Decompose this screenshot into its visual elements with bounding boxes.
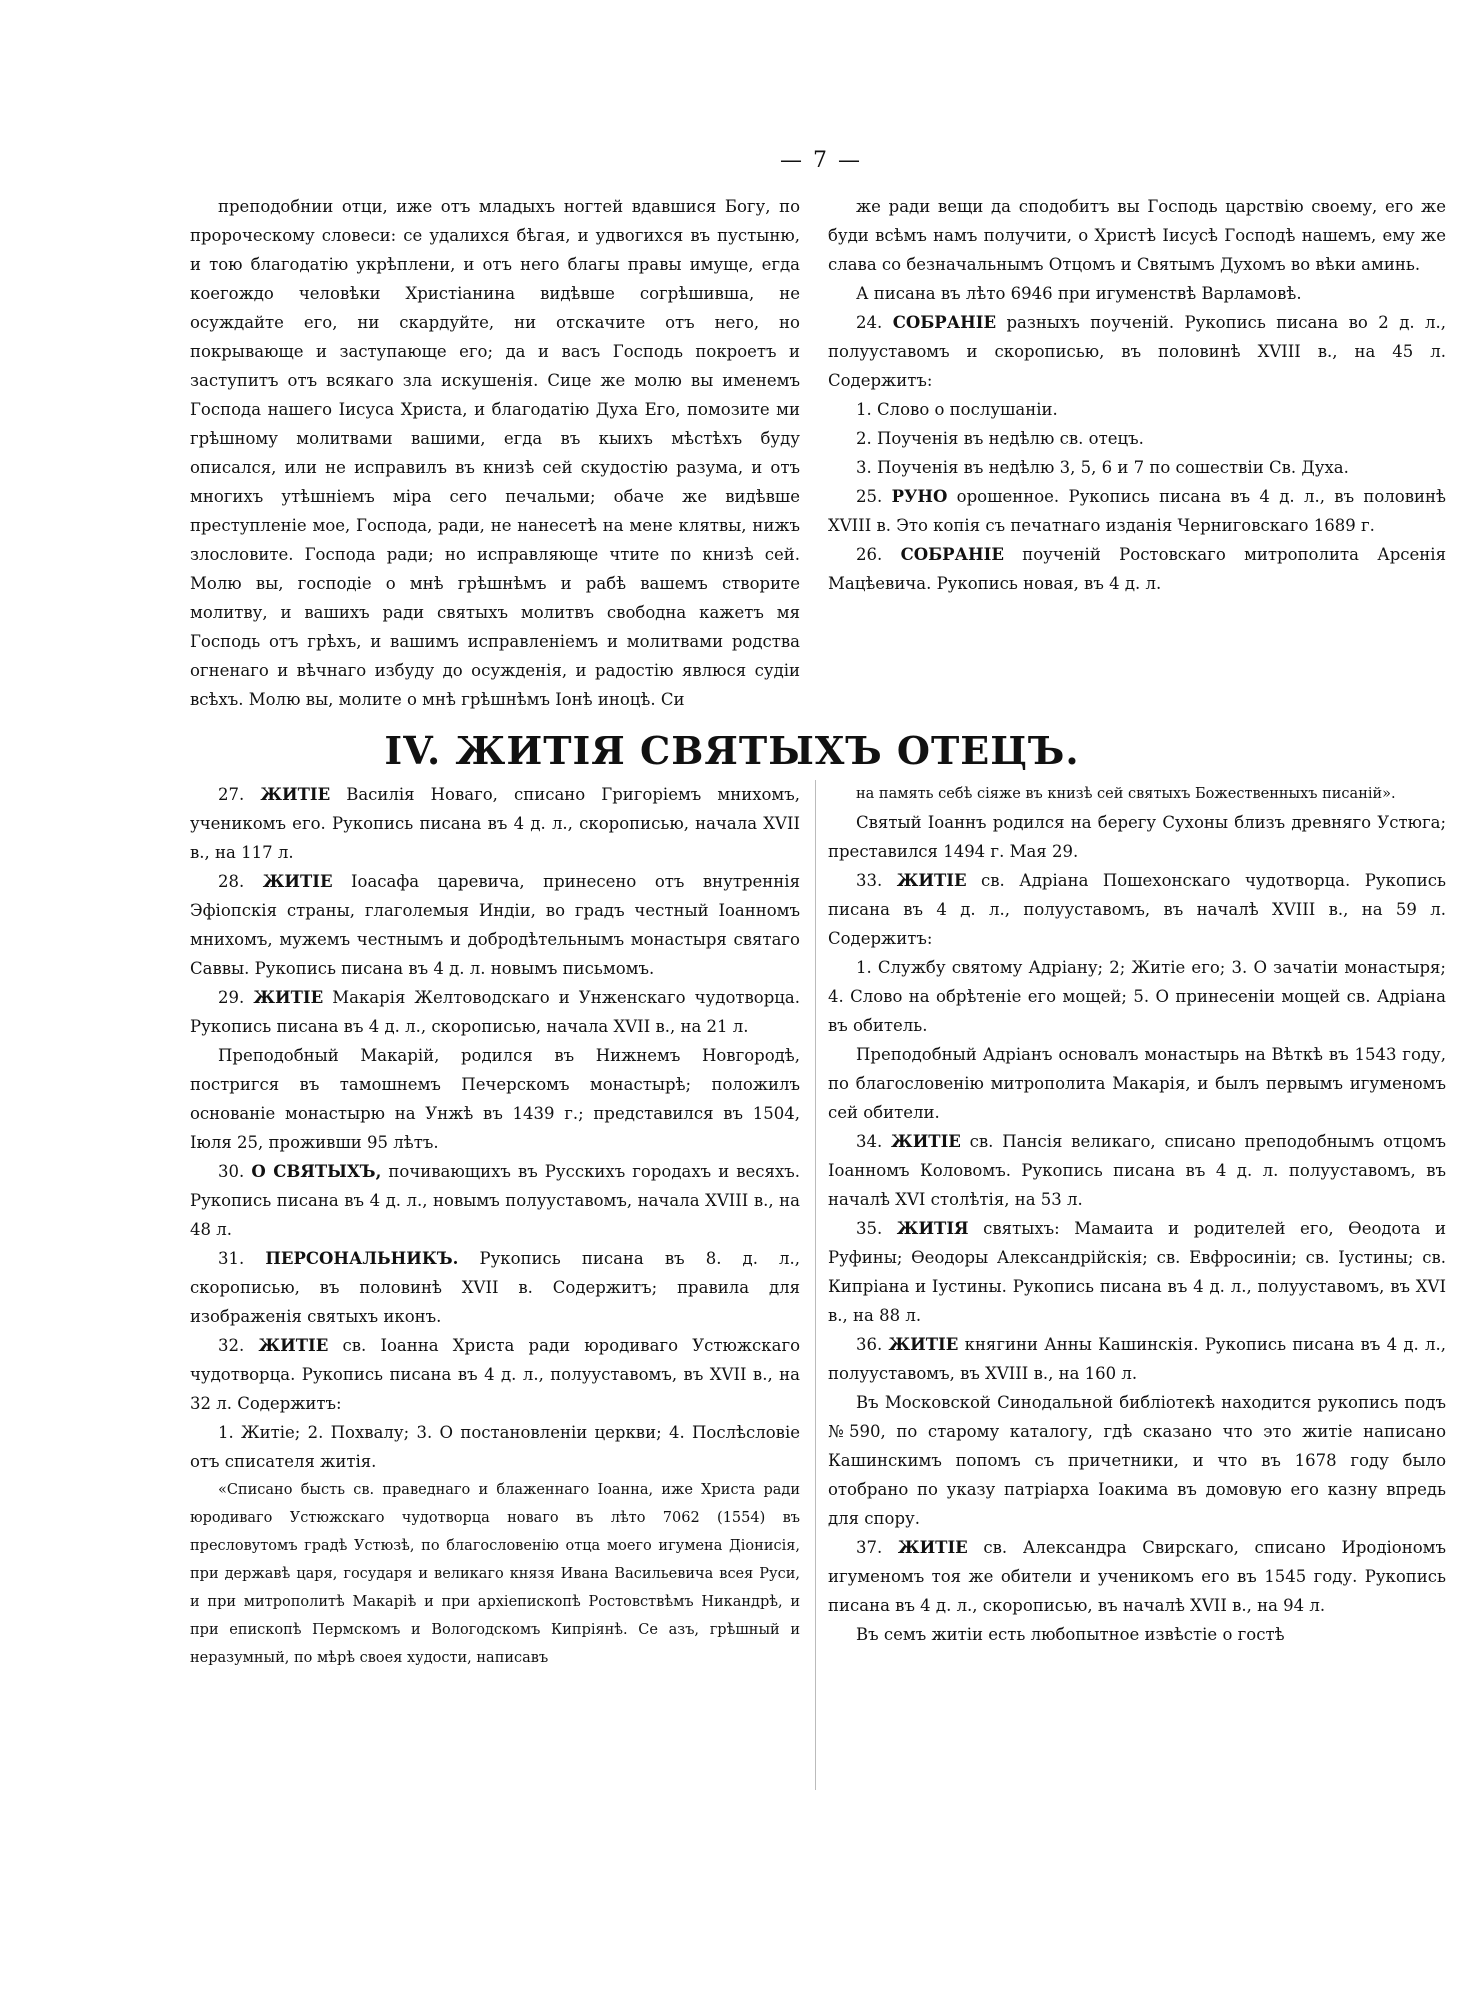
catalog-entry [828,1214,1446,1330]
entry-text: на память себѣ сіяже въ книзѣ сей святыхъ Божественныхъ писаній». [856,786,1396,802]
entry-text: 2. Поученія въ недѣлю св. отецъ. [856,429,1144,448]
entry-number: 34. [856,1132,883,1151]
paragraph [828,395,1446,424]
entry-number: 33. [856,871,883,890]
entry-title: РУНО [891,487,948,506]
entry-text: Василія Новаго, списано Григоріемъ мнихомъ, ученикомъ его. Рукопись писана въ 4 д. л., скорописью, начала XVII в., на 117 л. [190,785,801,862]
entry-text: княгини Анны Кашинскія. Рукопись писана въ 4 д. л., полууставомъ, въ XVIII в., на 160 л. [828,1335,1447,1383]
paragraph [828,453,1446,482]
paragraph [828,953,1446,1040]
entry-title: ЖИТІЕ [253,988,324,1007]
catalog-entry [190,1331,800,1418]
entry-text: А писана въ лѣто 6946 при игуменствѣ Варламовѣ. [856,284,1302,303]
entry-title: ПЕРСОНАЛЬНИКЪ. [265,1249,459,1268]
entry-title: ЖИТІЕ [888,1335,959,1354]
entry-text: св. Александра Свирскаго, списано Иродіономъ игуменомъ тоя же обители и ученикомъ его въ 1545 году. Рукопись писана въ 4 д. л., скорописью, въ началѣ XVII в., на 94 л. [828,1538,1446,1615]
section-heading: IV. ЖИТІЯ СВЯТЫХЪ ОТЕЦЪ. [384,728,1080,773]
paragraph [828,1040,1446,1127]
catalog-entry [828,866,1446,953]
paragraph [828,279,1446,308]
paragraph [828,1620,1446,1649]
entry-text: же ради вещи да сподобитъ вы Господь царствію своему, его же буди всѣмъ намъ получити, о Христѣ Іисусѣ Господѣ нашемъ, ему же слава со безначальнымъ Отцомъ и Святымъ Духомъ во вѣки аминь. [828,197,1446,274]
column-top-left [190,192,800,714]
paragraph [828,192,1446,279]
paragraph [190,1041,800,1157]
column-bottom-left [190,780,800,1672]
entry-number: 25. [856,487,883,506]
entry-title: СОБРАНІЕ [900,545,1004,564]
entry-text: преподобнии отци, иже отъ младыхъ ногтей вдавшися Богу, по пророческому словеси: се удалихся бѣгая, и удвогихся въ пустыню, и тою благодатію укрѣплени, и отъ него благы правы имуще, егда коегождо человѣки Христіанина видѣвше согрѣшивша, не осуждайте его, ни скардуйте, ни отскачите отъ него, но покрывающе и заступающе его; да и васъ Господь покроетъ и заступитъ отъ всякаго зла искушенія. Сице же молю вы именемъ Господа нашего Іисуса Христа, и благодатію Духа Его, помозите ми грѣшному молитвами вашими, егда въ кыихъ мѣстѣхъ буду описался, или не исправилъ въ книзѣ сей скудостію разума, и отъ многихъ утѣшніемъ міра сего печальми; обаче же видѣвше преступленіе мое, Господа, ради, не нанесетѣ на мене клятвы, нижъ злословите. Господа ради; но исправляюще чтите по книзѣ сей. Молю вы, господіе о мнѣ грѣшнѣмъ и рабѣ вашемъ створите молитву, и вашихъ ради святыхъ молитвъ свободна кажетъ мя Господь отъ грѣхъ, и вашимъ исправленіемъ и молитвами родства огненаго и вѣчнаго избуду до осужденія, и радостію явлюся судіи всѣхъ. Молю вы, молите о мнѣ грѣшнѣмъ Іонѣ иноцѣ. Си [190,197,800,709]
entry-text: 1. Житіе; 2. Похвалу; 3. О постановленіи церкви; 4. Послѣсловіе отъ списателя житія. [190,1423,800,1471]
entry-text: разныхъ поученій. Рукопись писана во 2 д. л., полууставомъ и скорописью, въ половинѣ XVIII в., на 45 л. Содержитъ: [828,313,1447,390]
entry-number: 28. [218,872,245,891]
entry-number: 35. [856,1219,883,1238]
entry-number: 24. [856,313,883,332]
entry-text: св. Пансія великаго, списано преподобнымъ отцомъ Іоанномъ Коловомъ. Рукопись писана въ 4 д. л. полууставомъ, въ началѣ XVI столѣтія, на 53 л. [828,1132,1446,1209]
entry-number: 37. [856,1538,883,1557]
catalog-entry [190,1157,800,1244]
entry-title: ЖИТІЕ [891,1132,961,1151]
entry-text: Святый Іоаннъ родился на берегу Сухоны близъ древняго Устюга; преставился 1494 г. Мая 29. [828,813,1446,861]
entry-text: «Списано бысть св. праведнаго и блаженнаго Іоанна, иже Христа ради юродиваго Устюжскаго чудотворца новаго въ лѣто 7062 (1554) въ пресловутомъ градѣ Устюзѣ, по благословенію отца моего игумена Діонисія, при державѣ царя, государя и великаго князя Ивана Васильевича всея Руси, и при митрополитѣ Макаріѣ и при архіепископѣ Ростовствѣмъ Никандрѣ, и при епископѣ Пермскомъ и Вологодскомъ Кипріянѣ. Се азъ, грѣшный и неразумный, по мѣрѣ своея худости, написавъ [190,1482,800,1666]
catalog-entry [190,983,800,1041]
entry-number: 32. [218,1336,245,1355]
paragraph [828,1388,1446,1533]
entry-number: 26. [856,545,883,564]
entry-title: ЖИТІЕ [260,785,331,804]
paragraph [828,424,1446,453]
column-bottom-right [828,780,1446,1649]
paragraph [190,192,800,714]
entry-title: ЖИТІЕ [896,871,967,890]
paragraph [190,1418,800,1476]
catalog-entry [828,1330,1446,1388]
entry-title: ЖИТІЯ [896,1219,969,1238]
column-top-right [828,192,1446,598]
entry-text: Преподобный Адріанъ основалъ монастырь на Вѣткѣ въ 1543 году, по благословенію митрополита Макарія, и былъ первымъ игуменомъ сей обители. [828,1045,1446,1122]
catalog-entry [828,1127,1446,1214]
entry-title: ЖИТІЕ [258,1336,329,1355]
catalog-entry [828,1533,1446,1620]
entry-title: ЖИТІЕ [897,1538,968,1557]
entry-title: О СВЯТЫХЪ, [251,1162,382,1181]
entry-number: 29. [218,988,245,1007]
entry-number: 31. [218,1249,245,1268]
catalog-entry [190,867,800,983]
column-divider [815,780,816,1790]
paragraph [828,808,1446,866]
catalog-entry [828,482,1446,540]
entry-text: св. Іоанна Христа ради юродиваго Устюжскаго чудотворца. Рукопись писана въ 4 д. л., полууставомъ, въ XVII в., на 32 л. Содержитъ: [190,1336,801,1413]
entry-text: 1. Службу святому Адріану; 2; Житіе его; 3. О зачатіи монастыря; 4. Слово на обрѣтеніе его мощей; 5. О принесеніи мощей св. Адріана въ обитель. [828,958,1446,1035]
entry-number: 30. [218,1162,245,1181]
entry-text: 1. Слово о послушаніи. [856,400,1058,419]
page-number: — 7 — [780,148,862,173]
entry-text: Макарія Желтоводскаго и Унженскаго чудотворца. Рукопись писана въ 4 д. л., скорописью, начала XVII в., на 21 л. [190,988,800,1036]
entry-title: ЖИТІЕ [262,872,333,891]
catalog-entry [828,308,1446,395]
entry-text: святыхъ: Мамаита и родителей его, Ѳеодота и Руфины; Ѳеодоры Александрійскія; св. Евфросиніи; св. Іустины; св. Кипріана и Іустины. Рукопись писана въ 4 д. л., полууставомъ, въ XVI в., на 88 л. [828,1219,1446,1325]
catalog-entry [190,1244,800,1331]
entry-title: СОБРАНІЕ [892,313,997,332]
entry-text: поученій Ростовскаго митрополита Арсенія Мацѣевича. Рукопись новая, въ 4 д. л. [828,545,1446,593]
paragraph [190,1476,800,1672]
entry-text: 3. Поученія въ недѣлю 3, 5, 6 и 7 по сошествіи Св. Духа. [856,458,1349,477]
paragraph [828,780,1446,808]
entry-number: 36. [856,1335,883,1354]
entry-text: Преподобный Макарій, родился въ Нижнемъ Новгородѣ, постригся въ тамошнемъ Печерскомъ монастырѣ; положилъ основаніе монастырю на Унжѣ въ 1439 г.; представился въ 1504, Іюля 25, проживши 95 лѣтъ. [190,1046,800,1152]
entry-number: 27. [218,785,245,804]
catalog-entry [828,540,1446,598]
entry-text: Въ семъ житіи есть любопытное извѣстіе о гостѣ [856,1625,1285,1644]
entry-text: орошенное. Рукопись писана въ 4 д. л., въ половинѣ XVIII в. Это копія съ печатнаго изданія Черниговскаго 1689 г. [828,487,1446,535]
entry-text: почивающихъ въ Русскихъ городахъ и весяхъ. Рукопись писана въ 4 д. л., новымъ полууставомъ, начала XVIII в., на 48 л. [190,1162,801,1239]
entry-text: Рукопись писана въ 8. д. л., скорописью, въ половинѣ XVII в. Содержитъ; правила для изображенія святыхъ иконъ. [190,1249,800,1326]
catalog-entry [190,780,800,867]
entry-text: Іоасафа царевича, принесено отъ внутреннія Эфіопскія страны, глаголемыя Индіи, во градъ честный Іоанномъ мнихомъ, мужемъ честнымъ и добродѣтельнымъ монастыря святаго Саввы. Рукопись писана въ 4 д. л. новымъ письмомъ. [190,872,800,978]
entry-text: св. Адріана Пошехонскаго чудотворца. Рукопись писана въ 4 д. л., полууставомъ, въ началѣ XVIII в., на 59 л. Содержитъ: [828,871,1447,948]
entry-text: Въ Московской Синодальной библіотекѣ находится рукопись подъ №590, по старому каталогу, гдѣ сказано что это житіе написано Кашинскимъ попомъ съ причетники, и что въ 1678 году было отобрано по указу патріарха Іоакима въ домовую его казну впредь для спору. [828,1393,1446,1528]
